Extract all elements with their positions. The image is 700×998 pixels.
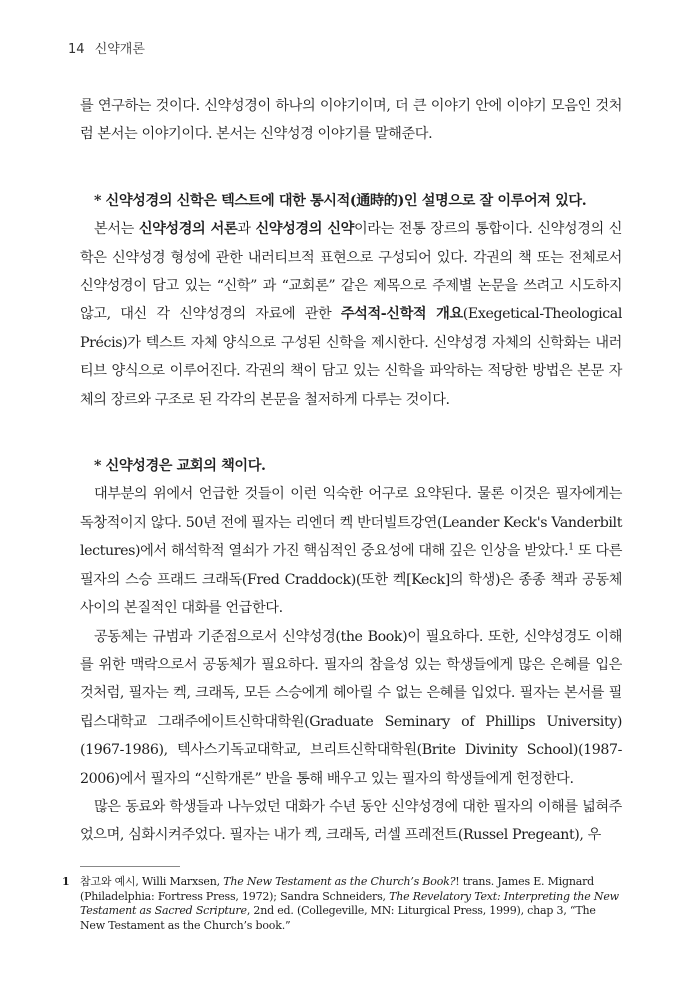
book-title-italic: The Revelatory Text: Interpreting the New Testament as Sacred Scripture [80,889,619,917]
footnote-ref[interactable]: 1 [568,542,574,553]
body-text [80,92,622,850]
running-head [68,38,145,57]
bold-term: 신약성경의 신약 [255,221,354,238]
section-heading: * 신약성경의 신학은 텍스트에 대한 통시적(通時的)인 설명으로 잘 이루어져 있다. [94,192,587,209]
footnote: 1 참고와 예시, Willi Marxsen, The New Testament as the Church’s Book?! trans. James E. Mignard (Philadelphia: Fortress Press, 1972); Sandra Schneiders, The Revelatory Text: Interpreting the New Testament as Sacred Scripture, 2nd ed. (Collegeville, MN: Liturgical Press, 1999), chap 3, “The New Testament as the Church’s book.” [62,875,619,932]
bold-term: 신약성경의 서론 [138,221,238,238]
section-heading: * 신약성경은 교회의 책이다. [94,458,266,475]
paragraph: 본서는 신약성경의 서론과 신약성경의 신약이라는 전통 장르의 통합이다. 신약성경의 신학은 신약성경 형성에 관한 내러티브적 표현으로 구성되어 있다. 각권의 책 또는 전체로서 신약성경이 담고 있는 “신학” 과 “교회론” 같은 제목으로 주제별 논문을 쓰려고 시도하지 않고, 대신 각 신약성경의 자료에 관한 주석적-신학적 개요(Exegetical-Theological Précis)가 텍스트 자체 양식으로 구성된 신학을 제시한다. 신약성경 자체의 신학화는 내러티브 양식으로 이루어진다. 각권의 책이 담고 있는 신학을 파악하는 적당한 방법은 본문 자체의 장르와 구조로 된 각각의 본문을 철저하게 다루는 것이다. [80,221,623,408]
paragraph: 대부분의 위에서 언급한 것들이 이런 익숙한 어구로 요약된다. 물론 이것은 필자에게는 독창적이지 않다. 50년 전에 필자는 리엔더 켁 반더빌트강연(Leander Keck's Vanderbilt lectures)에서 해석학적 열쇠가 가진 핵심적인 중요성에 대해 깊은 인상을 받았다.$^1$ 또 다른 필자의 스승 프래드 크래독(Fred Craddock)(또한 켁[Keck]의 학생)은 종종 책과 공동체 사이의 본질적인 대화를 언급한다. [80,486,622,617]
book-title: 신약개론 [94,42,145,57]
page-number: 14 [68,42,85,57]
paragraph: 많은 동료와 학생들과 나누었던 대화가 수년 동안 신약성경에 대한 필자의 이해를 넓혀주었으며, 심화시켜주었다. 필자는 내가 켁, 크래독, 러셀 프레전트(Russel Pregeant), 우 [80,798,622,844]
footnote-number: 1 [62,875,70,888]
paragraph: 공동체는 규범과 기준점으로서 신약성경(the Book)이 필요하다. 또한, 신약성경도 이해를 위한 맥락으로서 공동체가 필요하다. 필자의 참을성 있는 학생들에게 많은 은혜를 입은 것처럼, 필자는 켁, 크래독, 모든 스승에게 헤아릴 수 없는 은혜를 입었다. 필자는 본서를 필립스대학교 그래주에이트신학대학원(Graduate Seminary of Phillips University)(1967-1986), 텍사스기독교대학교, 브리트신학대학원(Brite Divinity School)(1987-2006)에서 필자의 “신학개론” 반을 통해 배우고 있는 필자의 학생들에게 헌정한다. [80,628,622,787]
bold-term: 주석적-신학적 개요 [340,306,463,323]
footnote-divider [80,866,180,867]
paragraph: 를 연구하는 것이다. 신약성경이 하나의 이야기이며, 더 큰 이야기 안에 이야기 모음인 것처럼 본서는 이야기이다. 본서는 신약성경 이야기를 말해준다. [80,98,622,143]
book-title-italic: The New Testament as the Church’s Book? [223,875,456,888]
